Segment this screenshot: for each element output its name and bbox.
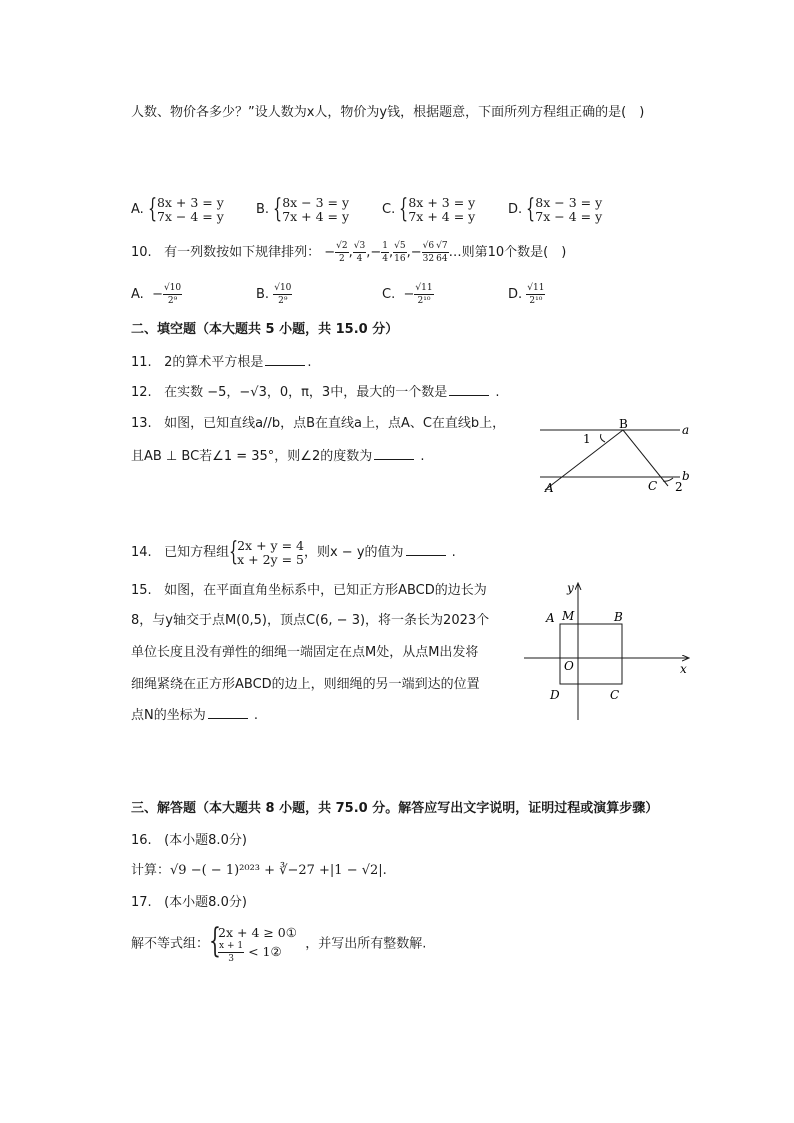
equation-system: { 8x + 3 = y 7x − 4 = y xyxy=(147,194,224,224)
section-2-title: 二、填空题（本大题共 5 小题，共 15.0 分） xyxy=(131,322,399,337)
label-y-axis: y xyxy=(567,581,574,595)
segment-bc xyxy=(623,430,668,486)
sequence-term: $\frac{√5}{16}$ xyxy=(394,241,406,264)
option-letter: D. xyxy=(508,202,523,217)
question-text: 有一列数按如下规律排列： xyxy=(164,245,321,260)
answer-blank[interactable] xyxy=(265,353,305,366)
q10-option-a[interactable]: A. − $\frac{√10}{\text{2⁹}}$ xyxy=(131,283,182,306)
option-letter: C. xyxy=(382,202,396,217)
question-10: 10. 有一列数按如下规律排列： − $\frac{√2}{2}$ , $\frac{√3}{4}$ ,− $\frac{1}{4}$ , $\frac{√5}{16}$ ,− $\frac{√6}{32}$ $\frac{√7}{64}$ …则第10个数是( ) xyxy=(131,241,567,264)
question-13-line-2: 且AB ⊥ BC若∠1 = 35°，则∠2的度数为 . xyxy=(131,449,425,464)
question-9-stem: 人数、物价各多少？”设人数为x人，物价为y钱，根据题意，下面所列方程组正确的是( ) xyxy=(131,105,645,120)
question-15-line-1: 15. 如图，在平面直角坐标系中，已知正方形ABCD的边长为 xyxy=(131,583,487,598)
q10-option-b[interactable]: B. $\frac{√10}{\text{2⁹}}$ xyxy=(256,283,292,306)
option-fraction: $\frac{√10}{\text{2⁹}}$ xyxy=(274,283,292,306)
question-11: 11. 2的算术平方根是 . xyxy=(131,355,312,370)
q9-option-d[interactable] xyxy=(508,196,602,224)
sequence-term: $\frac{1}{4}$ xyxy=(382,241,389,264)
question-12: 12. 在实数 −5，−√3，0，π，3中，最大的一个数是 . xyxy=(131,385,500,400)
equation-system: { 8x − 3 = y 7x + 4 = y xyxy=(273,194,350,224)
sequence-term: $\frac{√2}{2}$ xyxy=(336,241,348,264)
square-abcd xyxy=(560,624,622,684)
label-angle-1: 1 xyxy=(583,432,591,446)
question-15-line-2: 8，与y轴交于点M(0,5)，顶点C(6, − 3)，将一条长为2023个 xyxy=(131,613,490,628)
q9-option-b[interactable] xyxy=(256,196,349,224)
label-x-axis: x xyxy=(680,662,687,676)
equation-system: { 8x − 3 = y 7x − 4 = y xyxy=(526,194,603,224)
label-point-d: D xyxy=(550,688,560,702)
option-letter: A. xyxy=(131,202,144,217)
label-a-point: A xyxy=(545,481,554,495)
answer-blank[interactable] xyxy=(208,706,248,719)
q10-option-d[interactable]: D. $\frac{√11}{\text{2¹⁰}}$ xyxy=(508,283,545,306)
option-fraction: $\frac{√10}{\text{2⁹}}$ xyxy=(163,283,182,306)
label-line-b: b xyxy=(682,469,690,483)
label-point-m: M xyxy=(562,609,575,623)
inequality-system: { 2x + 4 ≥ 0① $\frac{x + 1}{3}$ < 1② xyxy=(209,921,297,964)
label-origin: O xyxy=(564,659,574,673)
sequence-term: $\frac{√6}{32}$ xyxy=(422,241,435,264)
sequence-term: $\frac{√7}{64}$ xyxy=(436,241,448,264)
coordinate-plane-figure xyxy=(520,578,700,723)
question-tail: …则第10个数是( ) xyxy=(448,245,567,260)
question-17-header: 17. (本小题8.0分) xyxy=(131,895,247,910)
answer-blank[interactable] xyxy=(374,447,414,460)
answer-blank[interactable] xyxy=(449,383,489,396)
label-angle-2: 2 xyxy=(675,480,683,494)
option-fraction: $\frac{√11}{\text{2¹⁰}}$ xyxy=(527,283,545,306)
label-point-b: B xyxy=(614,610,623,624)
section-3-title: 三、解答题（本大题共 8 小题，共 75.0 分。解答应写出文字说明，证明过程或演算步骤） xyxy=(131,801,659,816)
question-14: 14. 已知方程组 { 2x + y = 4 x + 2y = 5 ，则x − y的值为 . xyxy=(131,536,456,567)
answer-blank[interactable] xyxy=(406,543,446,556)
question-number: 10. xyxy=(131,245,152,260)
question-17-body: 解不等式组： { 2x + 4 ≥ 0① $\frac{x + 1}{3}$ < 1② ，并写出所有整数解. xyxy=(131,921,427,964)
label-point-c: C xyxy=(610,688,620,702)
question-13-line-1: 13. 如图，已知直线a//b，点B在直线a上，点A、C在直线b上， xyxy=(131,416,506,431)
equation-system: { 8x + 3 = y 7x + 4 = y xyxy=(399,194,476,224)
equation-system: { 2x + y = 4 x + 2y = 5 xyxy=(229,536,304,567)
question-15-line-3: 单位长度且没有弹性的细绳一端固定在点M处，从点M出发将 xyxy=(131,645,479,660)
label-line-a: a xyxy=(682,423,690,437)
angle-1-arc xyxy=(601,434,606,442)
question-16-body: 计算：√9 −( − 1)²⁰²³ + ∛−27 +|1 − √2|. xyxy=(131,863,387,878)
q10-option-c[interactable]: C. − $\frac{√11}{\text{2¹⁰}}$ xyxy=(382,283,433,306)
question-15-line-5: 点N的坐标为 . xyxy=(131,708,259,723)
label-b-point: B xyxy=(619,417,628,431)
sequence-term: $\frac{√3}{4}$ xyxy=(353,241,366,264)
label-point-a: A xyxy=(546,611,555,625)
label-c-point: C xyxy=(648,479,658,493)
expression: √9 −( − 1)²⁰²³ + ∛−27 +|1 − √2|. xyxy=(170,863,387,878)
question-15-line-4: 细绳紧绕在正方形ABCD的边上，则细绳的另一端到达的位置 xyxy=(131,677,480,692)
parallel-lines-figure xyxy=(535,415,700,497)
option-letter: B. xyxy=(256,202,270,217)
angle-2-arc xyxy=(663,478,673,481)
question-16-header: 16. (本小题8.0分) xyxy=(131,833,247,848)
q9-option-a[interactable] xyxy=(131,196,224,224)
q9-option-c[interactable] xyxy=(382,196,475,224)
option-fraction: $\frac{√11}{\text{2¹⁰}}$ xyxy=(415,283,433,306)
